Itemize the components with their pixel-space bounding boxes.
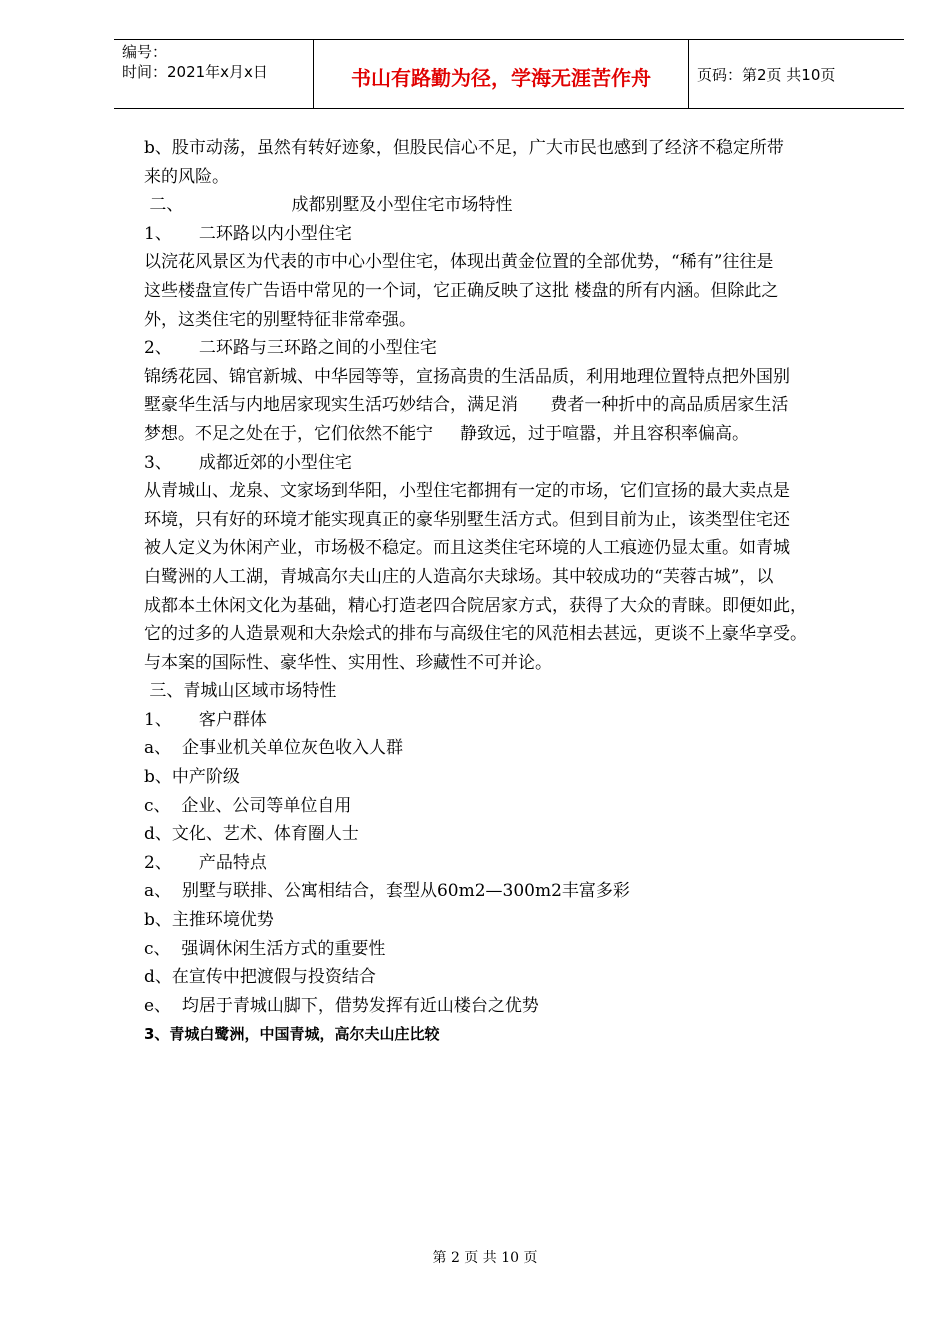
subsection-heading: 1、 二环路以内小型住宅 [144,223,352,244]
bold-subsection-heading: 3、青城白鹭洲，中国青城，高尔夫山庄比较 [144,1025,440,1044]
body-line: 与本案的国际性、豪华性、实用性、珍藏性不可并论。 [144,652,552,673]
body-line: 成都本土休闲文化为基础，精心打造老四合院居家方式，获得了大众的青睐。即便如此， [144,595,807,616]
section-heading: 二、 成都别墅及小型住宅市场特性 [144,195,513,216]
subsection-heading: 2、 产品特点 [144,852,267,873]
body-line: 来的风险。 [144,166,229,187]
list-item: c、 强调休闲生活方式的重要性 [144,938,386,959]
time-label: 时间：2021年x月x日 [122,63,268,81]
body-line: 以浣花风景区为代表的市中心小型住宅，体现出黄金位置的全部优势，“稀有”往往是 [144,252,774,273]
body-line: 白鹭洲的人工湖，青城高尔夫山庄的人造高尔夫球场。其中较成功的“芙蓉古城”，以 [144,566,774,587]
document-body [144,134,874,1049]
body-line: 这些楼盘宣传广告语中常见的一个词，它正确反映了这批 楼盘的所有内涵。但除此之 [144,280,779,301]
subsection-heading: 3、 成都近郊的小型住宅 [144,452,352,473]
page-footer: 第 2 页 共 10 页 [432,1250,538,1266]
list-item: c、 企业、公司等单位自用 [144,795,352,816]
list-item: a、 企事业机关单位灰色收入人群 [144,738,403,759]
body-line: 梦想。不足之处在于，它们依然不能宁 静致远，过于喧嚣，并且容积率偏高。 [144,423,750,444]
body-line: 被人定义为休闲产业，市场极不稳定。而且这类住宅环境的人工痕迹仍显太重。如青城 [144,538,790,559]
header-meta [114,40,314,108]
subsection-heading: 1、 客户群体 [144,709,267,730]
body-line: 环境，只有好的环境才能实现真正的豪华别墅生活方式。但到目前为止，该类型住宅还 [144,509,790,530]
list-item: d、文化、艺术、体育圈人士 [144,824,359,845]
body-line: 从青城山、龙泉、文家场到华阳，小型住宅都拥有一定的市场，它们宣扬的最大卖点是 [144,481,790,502]
list-item: e、 均居于青城山脚下，借势发挥有近山楼台之优势 [144,995,539,1016]
list-item: b、主推环境优势 [144,910,274,931]
body-line: 外，这类住宅的别墅特征非常牵强。 [144,309,416,330]
header-motto: 书山有路勤为径，学海无涯苦作舟 [314,40,689,108]
list-item: d、在宣传中把渡假与投资结合 [144,967,376,988]
body-line: 锦绣花园、锦官新城、中华园等等，宣扬高贵的生活品质，利用地理位置特点把外国别 [144,366,790,387]
body-line: 墅豪华生活与内地居家现实生活巧妙结合，满足消 费者一种折中的高品质居家生活 [144,395,789,416]
subsection-heading: 2、 二环路与三环路之间的小型住宅 [144,338,437,359]
list-item: a、 别墅与联排、公寓相结合，套型从60m2—300m2丰富多彩 [144,881,630,902]
body-line: 它的过多的人造景观和大杂烩式的排布与高级住宅的风范相去甚远，更谈不上豪华享受。 [144,624,807,645]
list-item: b、中产阶级 [144,767,240,788]
page-header [114,39,904,109]
section-heading: 三、青城山区域市场特性 [144,681,337,702]
number-label: 编号： [122,43,168,61]
header-page-label: 页码：第2页 共10页 [697,65,836,84]
body-line: b、股市动荡，虽然有转好迹象，但股民信心不足，广大市民也感到了经济不稳定所带 [144,138,784,158]
